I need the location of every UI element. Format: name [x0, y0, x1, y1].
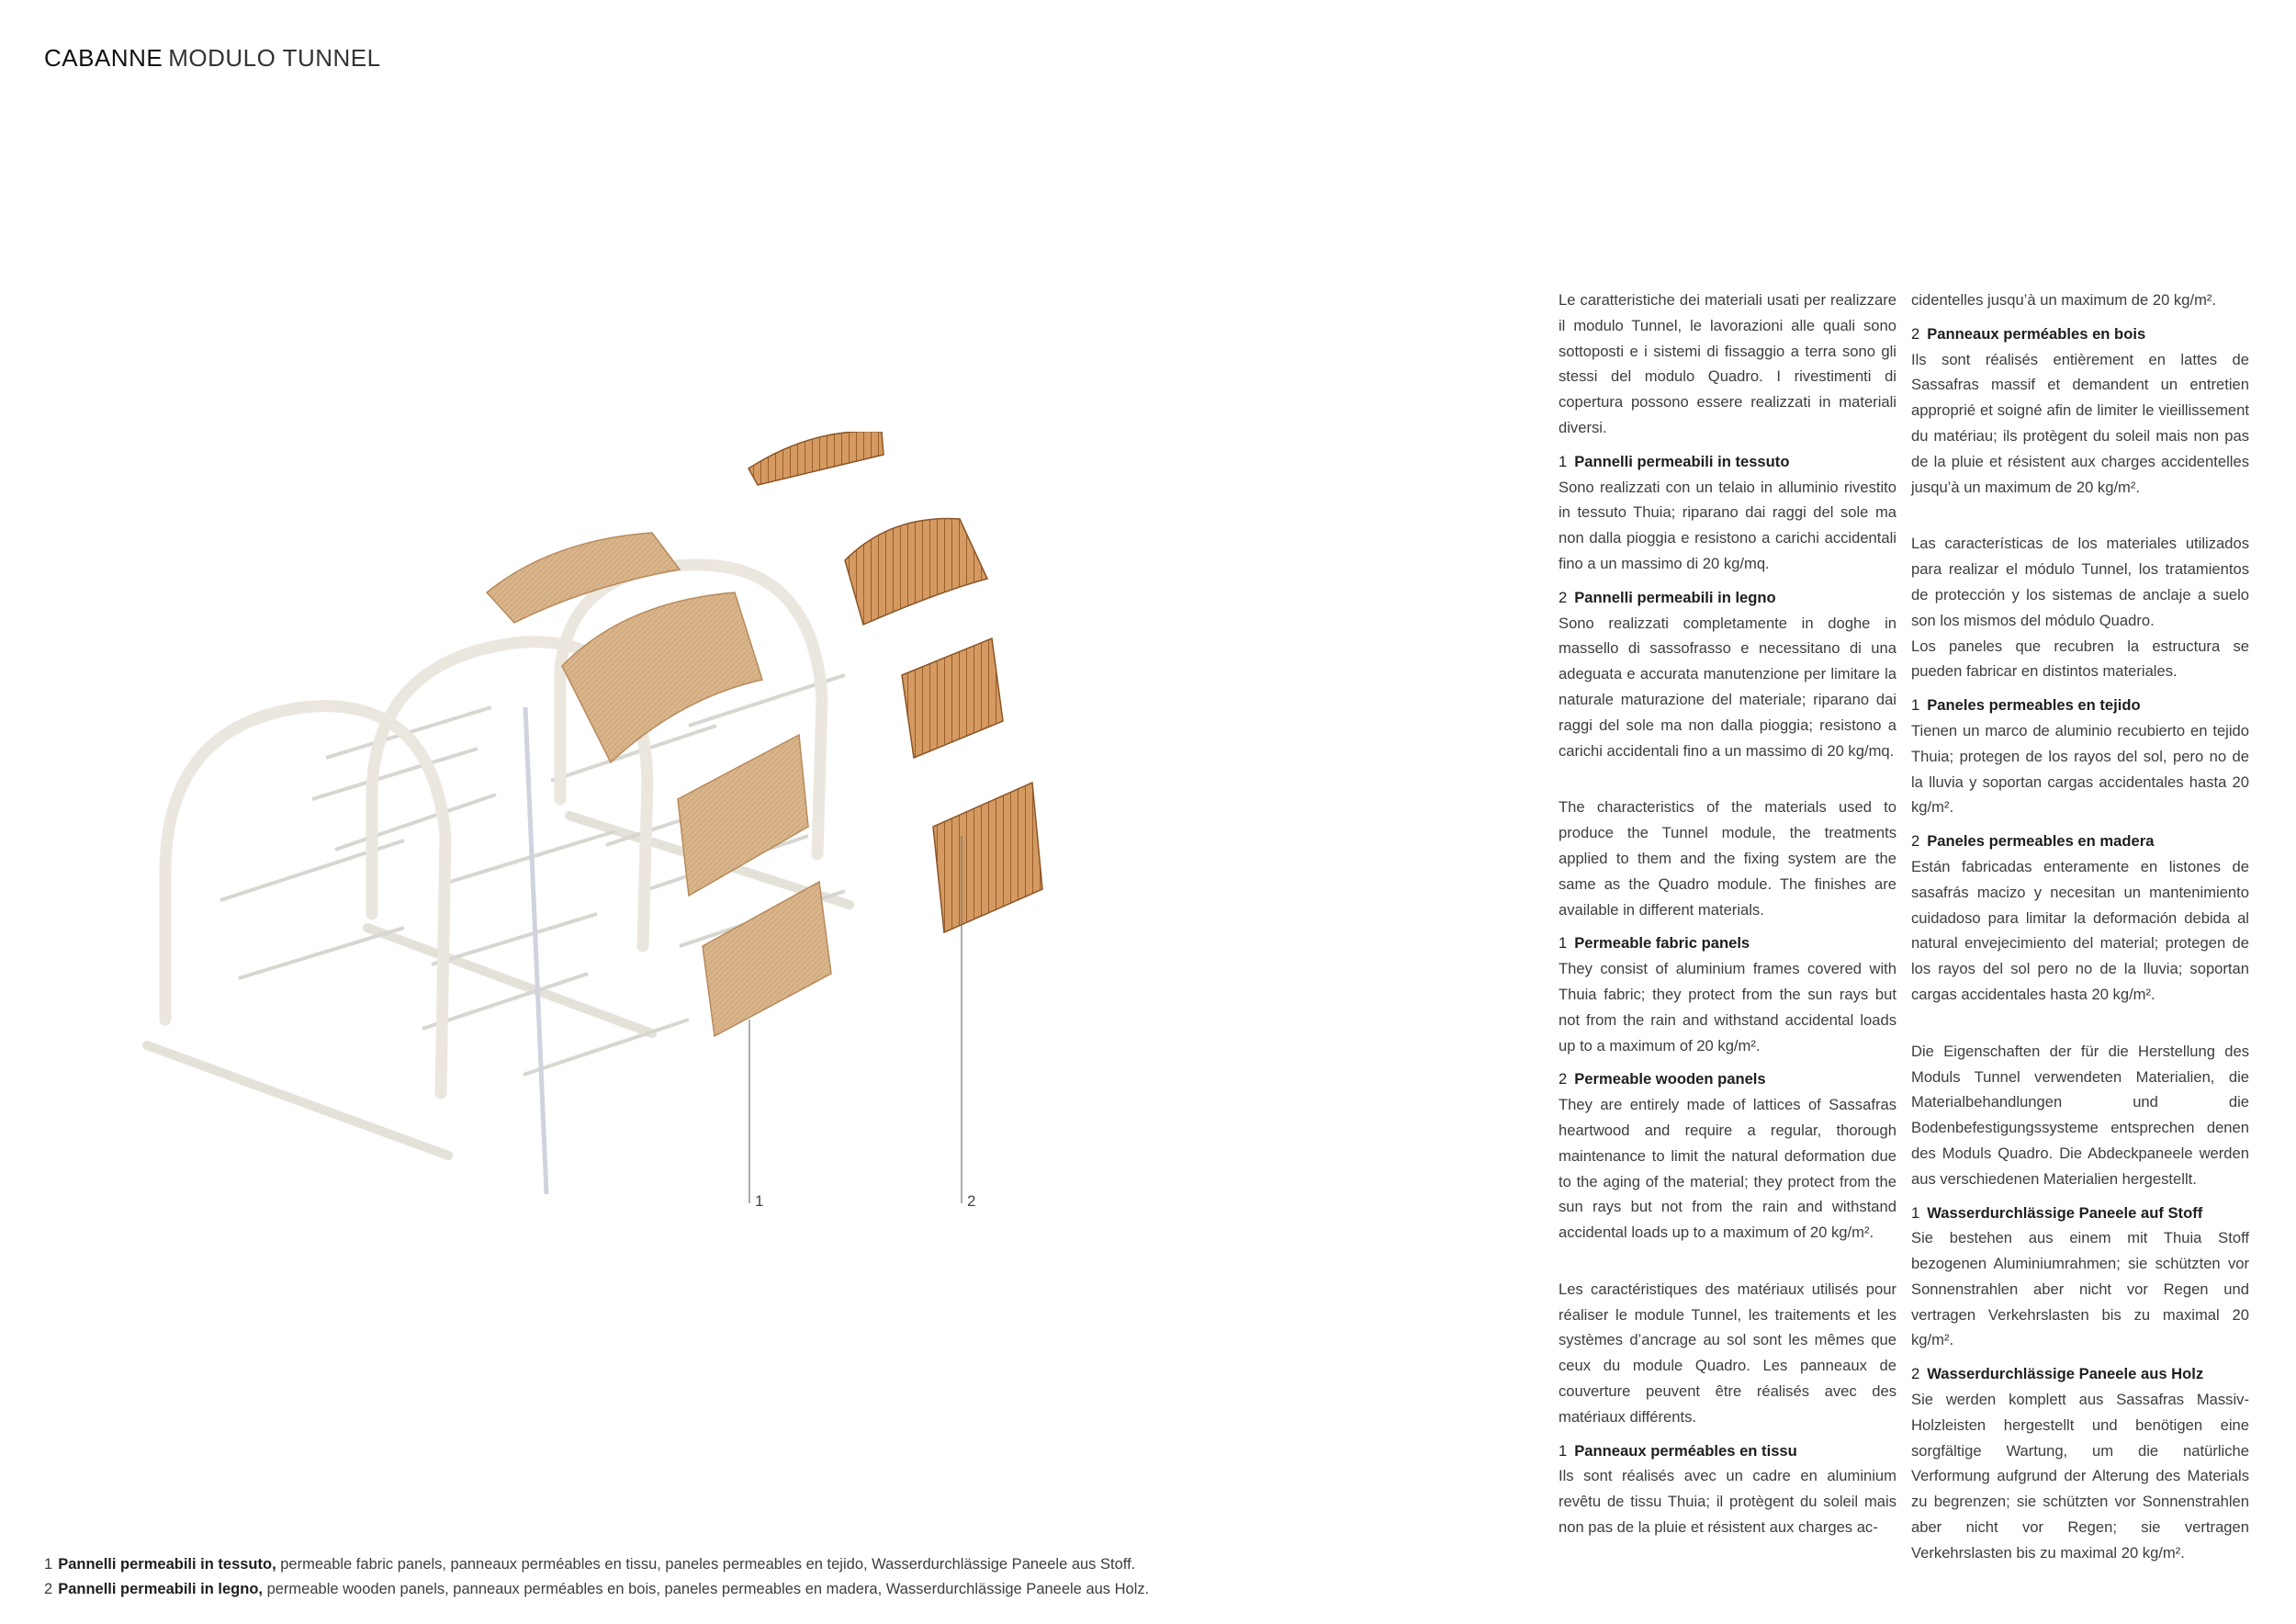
en-item-1-text: They consist of aluminium frames covered with Thuia fabric; they protect from the sun rays but not from the rain and withstand accidental loads up to a maximum of 20 kg/m².	[1559, 960, 1896, 1054]
it-item-1-text: Sono realizzati con un telaio in alluminio rivestito in tessuto Thuia; riparano dai raggi del sole ma non dalla pioggia e resistono a carichi accidentali fino a un massimo di 20 kg/mq.	[1559, 478, 1896, 572]
es-item-2-text: Están fabricadas enteramente en listones de sasafrás macizo y necesitan un mantenimiento cuidadoso para limitar la deformación debida al natural envejecimiento del material; protegen de los rayos del sol pero no de la lluvia; soportan cargas accidentales hasta 20 kg/m².	[1911, 857, 2249, 1003]
fr-item-1-text: Ils sont réalisés avec un cadre en aluminium revêtu de tissu Thuia; il protègent du soleil mais non pas de la pluie et résistent aux charges ac-	[1559, 1467, 1896, 1537]
wood-panel-lower	[933, 783, 1042, 932]
en-item-2-text: They are entirely made of lattices of Sassafras heartwood and require a regular, thorough maintenance to limit the natural deformation due to the aging of the material; they protect from the sun rays but not from the rain and withstand accidental loads up to a maximum of 20 kg/m².	[1559, 1096, 1896, 1242]
de-item-2-text: Sie werden komplett aus Sassafras Massiv-Holzleisten hergestellt und benötigen eine sorgfältige Wartung, um die natürliche Verformung aufgrund der Alterung des Materials zu begrenzen; sie schützten vor Sonnenstrahlen aber nicht vor Regen; sie vertragen Verkehrslasten bis zu maximal 20 kg/m².	[1911, 1391, 2249, 1562]
legend-row-2: 2 Pannelli permeabili in legno, permeable wooden panels, panneaux perméables en bois, paneles permeables en madera, Wasserdurchlässige Paneele aus Holz.	[44, 1581, 1150, 1597]
legend-row-1: 1 Pannelli permeabili in tessuto, permeable fabric panels, panneaux perméables en tissu, paneles permeables en tejido, Wasserdurchlässige Paneele aus Stoff.	[44, 1556, 1136, 1573]
page-title	[44, 44, 381, 73]
fr-item-2-heading: 2 Panneaux perméables en bois	[1911, 324, 2146, 343]
es-item-1-heading: 1 Paneles permeables en tejido	[1911, 696, 2141, 715]
it-item-1-heading: 1 Pannelli permeabili in tessuto	[1559, 452, 1790, 470]
wood-panel-mid	[902, 638, 1003, 758]
tunnel-exploded-drawing	[129, 432, 1047, 1258]
support-post	[525, 707, 546, 1194]
it-intro: Le caratteristiche dei materiali usati per realizzare il modulo Tunnel, le lavorazioni alle quali sono sottoposti e i sistemi di fissaggio a terra sono gli stessi del modulo Quadro. I rivestimenti di copertura possono essere realizzati in materiali diversi.	[1559, 291, 1896, 436]
es-item-1-text: Tienen un marco de aluminio recubierto en tejido Thuia; protegen de los rayos del sol, pero no de la lluvia y soportan cargas accidentales hasta 20 kg/m².	[1911, 721, 2249, 817]
callout-2: 2	[967, 1192, 976, 1210]
fabric-panel-curved	[562, 592, 762, 762]
wood-panel-top	[748, 432, 884, 485]
en-intro: The characteristics of the materials used to produce the Tunnel module, the treatments applied to them and the fixing system are the same as the Quadro module. The finishes are available in different materials.	[1559, 798, 1896, 919]
title-module: MODULO TUNNEL	[168, 44, 381, 72]
legend	[44, 1552, 1149, 1602]
title-brand: CABANNE	[44, 44, 163, 72]
es-intro-2: Los paneles que recubren la estructura se pueden fabricar en distintos materiales.	[1911, 637, 2249, 681]
fr-item-2-text: Ils sont réalisés entièrement en lattes de Sassafras massif et demandent un entretien approprié et soigné afin de limiter le vieillissement du matériau; ils protègent du soleil mais non pas de la pluie et résistent aux charges accidentelles jusqu’à un maximum de 20 kg/m².	[1911, 350, 2249, 496]
fr-item-1-heading: 1 Panneaux perméables en tissu	[1559, 1441, 1797, 1460]
callout-1: 1	[755, 1192, 764, 1210]
de-item-1-heading: 1 Wasserdurchlässige Paneele auf Stoff	[1911, 1203, 2203, 1222]
de-intro: Die Eigenschaften der für die Herstellung des Moduls Tunnel verwendeten Materialien, die Materialbehandlungen und die Bodenbefestigungssysteme entsprechen denen des Moduls Quadro. Die Abdeckpaneele werden aus verschiedenen Materialien hergestellt.	[1911, 1042, 2249, 1188]
wood-panel-curved	[845, 519, 987, 625]
es-intro: Las características de los materiales utilizados para realizar el módulo Tunnel, los tratamientos de protección y los sistemas de anclaje a suelo son los mismos del módulo Quadro.	[1911, 535, 2249, 629]
en-item-2-heading: 2 Permeable wooden panels	[1559, 1070, 1766, 1088]
fr-item-1-continued: cidentelles jusqu’à un maximum de 20 kg/m².	[1911, 291, 2217, 309]
de-item-2-heading: 2 Wasserdurchlässige Paneele aus Holz	[1911, 1365, 2204, 1383]
de-item-1-text: Sie bestehen aus einem mit Thuia Stoff bezogenen Aluminiumrahmen; sie schützten vor Sonnenstrahlen aber nicht vor Regen und vertragen Verkehrslasten bis zu maximal 20 kg/m².	[1911, 1229, 2249, 1349]
text-column-2	[1911, 288, 2249, 1566]
fabric-panel-lower	[703, 882, 831, 1036]
es-item-2-heading: 2 Paneles permeables en madera	[1911, 832, 2155, 851]
text-column-1	[1559, 288, 1896, 1540]
en-item-1-heading: 1 Permeable fabric panels	[1559, 934, 1750, 953]
fr-intro: Les caractéristiques des matériaux utilisés pour réaliser le module Tunnel, les traitements et les systèmes d’ancrage au sol sont les mêmes que ceux du module Quadro. Les panneaux de couverture peuvent être réalisés avec des matériaux différents.	[1559, 1280, 1896, 1426]
it-item-2-text: Sono realizzati completamente in doghe in massello di sassofrasso e necessitano di una adeguata e accurata manutenzione per limitare la naturale maturazione del materiale; riparano dai raggi del sole ma non dalla pioggia; resistono a carichi accidentali fino a un massimo di 20 kg/mq.	[1559, 614, 1896, 760]
it-item-2-heading: 2 Pannelli permeabili in legno	[1559, 588, 1776, 606]
